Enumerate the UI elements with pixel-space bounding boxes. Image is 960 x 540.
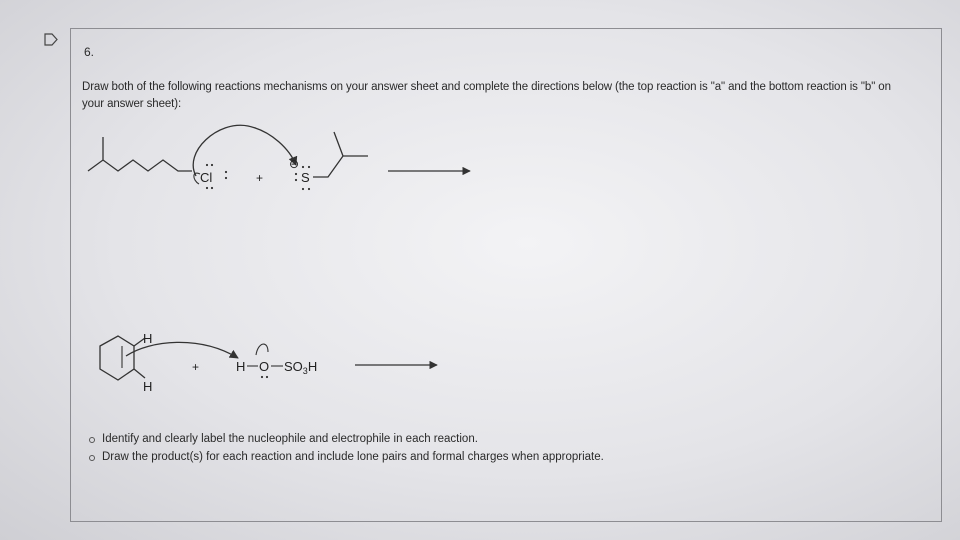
instruction-item: Draw the product(s) for each reaction and include lone pairs and formal charges when appropriate. bbox=[86, 448, 604, 466]
question-number: 6. bbox=[84, 45, 95, 59]
reaction-b bbox=[100, 331, 437, 394]
negative-charge-icon: ⊖ bbox=[289, 157, 300, 171]
reaction-a bbox=[88, 125, 470, 190]
alkyl-chloride-skeleton bbox=[88, 137, 192, 171]
instruction-item: Identify and clearly label the nucleophile and electrophile in each reaction. bbox=[86, 430, 604, 448]
hydrogen-top: H bbox=[143, 331, 153, 346]
thiolate-skeleton bbox=[313, 132, 368, 177]
mechanism-arrow-a bbox=[193, 125, 296, 176]
plus-sign-a: + bbox=[256, 171, 264, 185]
acid-oxygen: O bbox=[259, 359, 270, 374]
sulfonyl-group: $SO_3H$ bbox=[284, 359, 318, 376]
chlorine-atom: Cl bbox=[200, 170, 213, 185]
sulfur-atom: S bbox=[301, 170, 310, 185]
cyclohexene-ring bbox=[100, 336, 134, 380]
plus-sign-b: + bbox=[192, 360, 200, 374]
question-directions: Draw both of the following reactions mechanisms on your answer sheet and complete the directions below (the top reaction is "a" and the bottom reaction is "b" on your answer sheet): bbox=[82, 81, 891, 110]
instruction-list bbox=[86, 430, 604, 466]
hydrogen-bottom: H bbox=[143, 379, 153, 394]
acid-hydrogen: H bbox=[236, 359, 246, 374]
